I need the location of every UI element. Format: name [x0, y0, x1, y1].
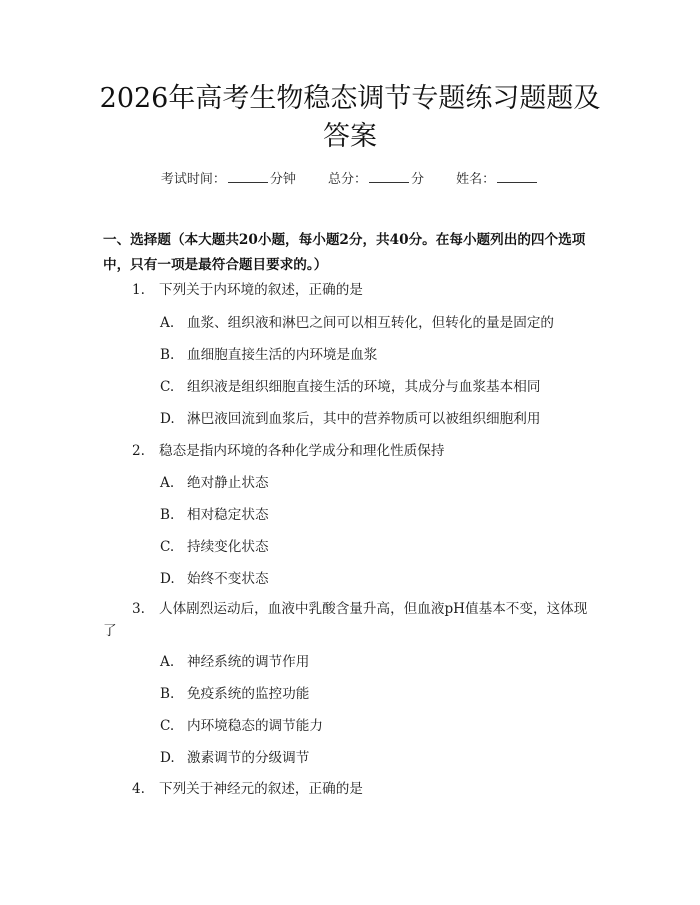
- option-letter: B.: [160, 507, 175, 523]
- option-letter: C.: [160, 539, 175, 555]
- question-1-option-d: [160, 409, 540, 429]
- question-3-option-d: [160, 748, 309, 768]
- question-text: 稳态是指内环境的各种化学成分和理化性质保持: [159, 443, 445, 459]
- question-2-option-d: [160, 569, 269, 589]
- option-text: 持续变化状态: [187, 539, 269, 555]
- question-2: [103, 440, 603, 462]
- question-1: [103, 279, 603, 301]
- option-letter: D.: [160, 411, 175, 427]
- option-text: 血浆、组织液和淋巴之间可以相互转化，但转化的量是固定的: [187, 315, 555, 331]
- option-letter: D.: [160, 750, 175, 766]
- exam-title: 2026年高考生物稳态调节专题练习题题及答案: [99, 83, 601, 152]
- question-text: 下列关于神经元的叙述，正确的是: [159, 781, 363, 797]
- question-number: 2.: [132, 443, 145, 459]
- exam-time-unit: 分钟: [269, 172, 296, 187]
- question-text: 人体剧烈运动后，血液中乳酸含量升高，但血液pH值基本不变，这体现了: [103, 601, 588, 639]
- question-1-option-b: [160, 345, 377, 365]
- option-text: 始终不变状态: [187, 571, 269, 587]
- name-label: 姓名：: [456, 172, 496, 187]
- option-letter: D.: [160, 571, 175, 587]
- option-letter: C.: [160, 379, 175, 395]
- option-text: 绝对静止状态: [187, 475, 269, 491]
- question-3-option-a: [160, 652, 309, 672]
- option-letter: B.: [160, 686, 175, 702]
- question-1-option-a: [160, 313, 554, 333]
- question-3-option-c: [160, 716, 323, 736]
- option-letter: A.: [160, 315, 175, 331]
- total-score-label: 总分：: [327, 172, 367, 187]
- total-score-unit: 分: [411, 172, 425, 187]
- option-text: 组织液是组织细胞直接生活的环境，其成分与血浆基本相同: [187, 379, 541, 395]
- question-2-option-c: [160, 537, 269, 557]
- question-3-option-b: [160, 684, 309, 704]
- option-letter: A.: [160, 475, 175, 491]
- option-text: 相对稳定状态: [187, 507, 269, 523]
- option-text: 激素调节的分级调节: [187, 750, 310, 766]
- question-text: 下列关于内环境的叙述，正确的是: [159, 282, 363, 298]
- name-field: [456, 168, 539, 187]
- option-text: 内环境稳态的调节能力: [187, 718, 323, 734]
- question-4: [103, 778, 603, 800]
- exam-meta: [0, 168, 700, 187]
- exam-time-label: 考试时间：: [160, 172, 226, 187]
- option-letter: C.: [160, 718, 175, 734]
- question-number: 3.: [132, 601, 145, 617]
- name-blank: [497, 172, 537, 183]
- option-text: 血细胞直接生活的内环境是血浆: [187, 347, 378, 363]
- question-2-option-a: [160, 473, 269, 493]
- exam-time-blank: [228, 172, 268, 183]
- total-score-field: [328, 168, 424, 187]
- question-number: 4.: [132, 781, 145, 797]
- exam-time-field: [161, 168, 296, 187]
- question-number: 1.: [132, 282, 145, 298]
- option-letter: B.: [160, 347, 175, 363]
- option-text: 免疫系统的监控功能: [187, 686, 310, 702]
- total-score-blank: [369, 172, 409, 183]
- option-text: 神经系统的调节作用: [187, 654, 310, 670]
- option-text: 淋巴液回流到血浆后，其中的营养物质可以被组织细胞利用: [187, 411, 541, 427]
- option-letter: A.: [160, 654, 175, 670]
- question-1-option-c: [160, 377, 540, 397]
- section-heading: 一、选择题（本大题共20小题，每小题2分，共40分。在每小题列出的四个选项中，只有一项是最符合题目要求的。）: [103, 232, 586, 273]
- question-3: [103, 598, 595, 642]
- question-2-option-b: [160, 505, 269, 525]
